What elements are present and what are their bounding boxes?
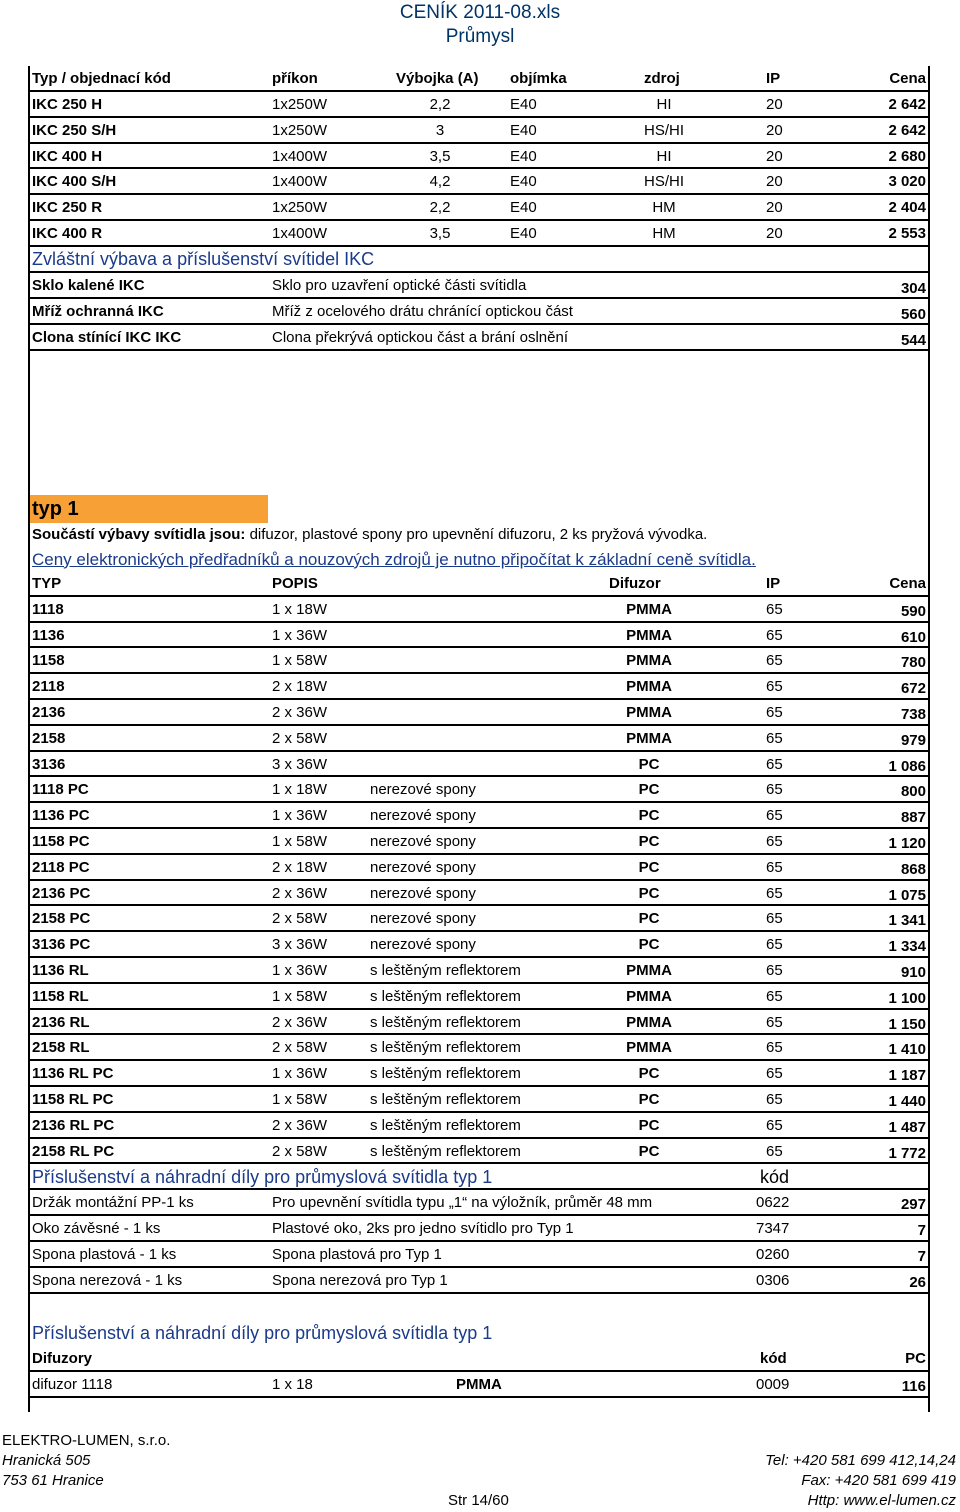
typ1-row (30, 726, 928, 752)
special-table-body (30, 273, 928, 351)
cell-price: 560 (900, 305, 926, 323)
cell-desc: 2 x 58W (272, 1142, 328, 1160)
ikc-row (30, 144, 928, 170)
col-source: zdroj (644, 70, 680, 87)
cell-price: 7 (917, 1222, 926, 1240)
cell-diffuser: PMMA (626, 626, 672, 644)
cell-ip: 65 (766, 961, 783, 979)
ikc-row (30, 92, 928, 118)
cell-ip: 20 (766, 96, 783, 113)
footer-company: ELEKTRO-LUMEN, s.r.o. (2, 1432, 171, 1449)
cell-type: 2158 RL PC (32, 1142, 115, 1160)
cell-ip: 20 (766, 121, 783, 139)
cell-type: 1136 PC (32, 807, 90, 825)
cell-ip: 20 (766, 199, 783, 217)
cell-lamp: 3,5 (429, 224, 451, 242)
cell-code: 0306 (756, 1272, 790, 1290)
cell-material: PMMA (456, 1376, 502, 1394)
col-type: Typ / objednací kód (32, 70, 171, 87)
cell-lamp: 2,2 (429, 96, 451, 113)
cell-socket: E40 (510, 199, 537, 217)
cell-type: 1158 PC (32, 832, 90, 850)
typ1-row (30, 855, 928, 881)
col-socket: objímka (510, 70, 567, 87)
file-title: CENÍK 2011-08.xls (399, 2, 561, 23)
cell-type: 2158 RL (32, 1039, 90, 1057)
cell-note: s leštěným reflektorem (370, 1039, 521, 1057)
cell-diffuser: PC (638, 884, 660, 902)
typ1-col-price: Cena (889, 574, 926, 592)
sheet-title: Průmysl (445, 26, 515, 47)
cell-diffuser: PC (638, 755, 660, 773)
typ1-row (30, 932, 928, 958)
cell-ip: 65 (766, 781, 783, 799)
ikc-row (30, 118, 928, 144)
acc-table-body (30, 1190, 928, 1294)
cell-note: s leštěným reflektorem (370, 1142, 521, 1160)
cell-lamp: 4,2 (429, 173, 451, 191)
cell-source: HM (652, 224, 676, 242)
footer-tel: Tel: +420 581 699 412,14,24 (765, 1452, 956, 1469)
cell-price: 1 150 (888, 1015, 926, 1033)
cell-price: 800 (900, 783, 926, 801)
cell-diffuser: PC (638, 936, 660, 954)
acc2-header-row (30, 1346, 928, 1372)
acc-row (30, 1216, 928, 1242)
cell-name: Spona nerezová - 1 ks (32, 1272, 183, 1290)
typ1-table-body (30, 597, 928, 1165)
cell-ip: 65 (766, 600, 783, 618)
cell-note: s leštěným reflektorem (370, 987, 521, 1005)
cell-ip: 65 (766, 832, 783, 850)
cell-name: Clona stínící IKC IKC (32, 328, 182, 346)
acc2-col-diffusers: Difuzory (32, 1350, 92, 1368)
cell-ip: 65 (766, 1142, 783, 1160)
typ1-col-desc: POPIS (272, 574, 318, 592)
cell-desc: 2 x 18W (272, 858, 328, 876)
cell-desc: 1 x 58W (272, 832, 328, 850)
acc-title-row (30, 1164, 928, 1190)
cell-source: HM (652, 199, 676, 217)
cell-diffuser: PMMA (626, 729, 672, 747)
typ1-row (30, 1061, 928, 1087)
cell-type: 2158 PC (32, 910, 91, 928)
typ1-row (30, 1010, 928, 1036)
typ1-row (30, 648, 928, 674)
cell-price: 672 (900, 680, 926, 698)
price-sheet (30, 66, 928, 1398)
cell-diffuser: PC (638, 1090, 660, 1108)
cell-source: HI (656, 96, 672, 113)
cell-type: 1158 (32, 652, 65, 670)
cell-code: 7347 (756, 1220, 790, 1238)
acc-title: Příslušenství a náhradní díly pro průmyslová svítidla typ 1 (32, 1167, 493, 1188)
cell-type: IKC 400 R (32, 224, 103, 242)
cell-desc: 2 x 58W (272, 910, 328, 928)
cell-note: s leštěným reflektorem (370, 1065, 521, 1083)
cell-price: 910 (900, 963, 926, 981)
cell-price: 887 (900, 809, 926, 827)
cell-type: IKC 400 S/H (32, 173, 117, 191)
blank-area (30, 351, 928, 495)
cell-ip: 65 (766, 987, 783, 1005)
cell-type: 2158 (32, 729, 66, 747)
cell-type: 3136 PC (32, 936, 91, 954)
cell-diffuser: PMMA (626, 987, 672, 1005)
cell-power: 1x250W (272, 96, 328, 113)
cell-price: 1 086 (888, 757, 926, 775)
cell-desc: 1 x 36W (272, 1065, 328, 1083)
cell-ip: 20 (766, 147, 783, 165)
acc-row (30, 1190, 928, 1216)
cell-desc: 1 x 58W (272, 652, 328, 670)
special-title: Zvláštní výbava a příslušenství svítidel IKC (32, 248, 375, 269)
cell-desc: 1 x 18W (272, 781, 328, 799)
typ1-row (30, 1087, 928, 1113)
cell-code: 0260 (756, 1246, 790, 1264)
cell-price: 979 (900, 731, 926, 749)
typ1-label-row (30, 495, 928, 523)
typ1-row (30, 1113, 928, 1139)
cell-ip: 65 (766, 1116, 783, 1134)
cell-note: nerezové spony (370, 807, 476, 825)
cell-desc: 2 x 36W (272, 884, 328, 902)
cell-desc: 1 x 36W (272, 626, 328, 644)
cell-desc: 1 x 58W (272, 987, 328, 1005)
cell-price: 1 100 (888, 989, 926, 1007)
cell-note: nerezové spony (370, 832, 476, 850)
ikc-header-row (30, 66, 928, 92)
cell-type: 2118 (32, 678, 65, 696)
cell-price: 1 440 (888, 1092, 926, 1110)
cell-price: 297 (900, 1196, 926, 1214)
cell-diffuser: PMMA (626, 1039, 672, 1057)
typ1-row (30, 881, 928, 907)
cell-source: HS/HI (643, 121, 684, 139)
typ1-note: Součástí výbavy svítidla jsou: difuzor, plastové spony pro upevnění difuzoru, 2 ks pryžová vývodka. (32, 525, 708, 543)
cell-power: 1x250W (272, 121, 328, 139)
acc-row (30, 1268, 928, 1294)
cell-ip: 65 (766, 807, 783, 825)
cell-type: 1158 RL (32, 987, 89, 1005)
cell-ip: 65 (766, 729, 783, 747)
acc2-col-code: kód (760, 1350, 787, 1368)
cell-ip: 65 (766, 678, 783, 696)
col-lamp: Výbojka (A) (396, 70, 479, 87)
cell-power: 1x250W (272, 199, 328, 217)
acc-code-label: kód (760, 1167, 790, 1188)
acc2-title-row (30, 1320, 928, 1346)
cell-ip: 65 (766, 1039, 783, 1057)
cell-ip: 20 (766, 173, 783, 191)
cell-price: 1 410 (888, 1041, 926, 1059)
cell-ip: 65 (766, 755, 783, 773)
ikc-row (30, 221, 928, 247)
cell-diffuser: PC (638, 910, 660, 928)
footer-page: Str 14/60 (448, 1492, 509, 1509)
cell-type: 1136 (32, 626, 65, 644)
ikc-row (30, 169, 928, 195)
cell-desc: 2 x 58W (272, 729, 328, 747)
cell-diffuser: PC (638, 858, 660, 876)
cell-name: difuzor 1118 (32, 1376, 113, 1394)
cell-diffuser: PC (638, 832, 660, 850)
footer-web[interactable]: Http: www.el-lumen.cz (807, 1492, 956, 1509)
cell-price: 304 (900, 279, 926, 297)
col-ip: IP (766, 70, 781, 87)
cell-type: 1118 (32, 600, 64, 618)
cell-price: 590 (900, 602, 926, 620)
cell-diffuser: PMMA (626, 652, 672, 670)
cell-price: 780 (900, 654, 926, 672)
cell-diffuser: PC (638, 807, 660, 825)
cell-type: 3136 (32, 755, 66, 773)
cell-price: 2 680 (888, 147, 926, 165)
cell-lamp: 3,5 (429, 147, 451, 165)
cell-desc: 1 x 36W (272, 961, 328, 979)
typ1-header-row (30, 571, 928, 597)
footer-city: 753 61 Hranice (2, 1472, 104, 1489)
cell-ip: 65 (766, 626, 783, 644)
typ1-row (30, 1035, 928, 1061)
cell-diffuser: PMMA (626, 678, 672, 696)
cell-price: 738 (900, 705, 926, 723)
cell-ip: 65 (766, 858, 783, 876)
cell-price: 1 075 (888, 886, 926, 904)
special-row (30, 299, 928, 325)
typ1-row (30, 597, 928, 623)
cell-price: 610 (900, 628, 926, 646)
cell-type: 2118 PC (32, 858, 90, 876)
cell-name: Spona plastová - 1 ks (32, 1246, 177, 1264)
cell-note: s leštěným reflektorem (370, 1116, 521, 1134)
cell-desc: 2 x 36W (272, 1116, 328, 1134)
cell-diffuser: PC (638, 1142, 660, 1160)
cell-note: nerezové spony (370, 910, 476, 928)
cell-type: 1136 RL PC (32, 1065, 114, 1083)
cell-ip: 65 (766, 936, 783, 954)
cell-note: s leštěným reflektorem (370, 1013, 521, 1031)
ikc-row (30, 195, 928, 221)
acc2-row (30, 1372, 928, 1398)
cell-type: 2136 PC (32, 884, 91, 902)
cell-note: s leštěným reflektorem (370, 961, 521, 979)
cell-socket: E40 (510, 147, 537, 165)
typ1-row (30, 958, 928, 984)
cell-price: 2 642 (888, 121, 926, 139)
typ1-row (30, 803, 928, 829)
cell-price: 1 772 (888, 1144, 926, 1162)
cell-lamp: 2,2 (429, 199, 451, 217)
cell-power: 1x400W (272, 173, 328, 191)
cell-ip: 65 (766, 1090, 783, 1108)
cell-price: 26 (909, 1274, 926, 1292)
cell-price: 1 334 (888, 938, 926, 956)
ikc-table-body (30, 92, 928, 247)
cell-code: 0622 (756, 1194, 790, 1212)
cell-ip: 65 (766, 703, 783, 721)
cell-type: 2136 RL PC (32, 1116, 115, 1134)
cell-socket: E40 (510, 224, 537, 242)
cell-desc: Spona plastová pro Typ 1 (272, 1246, 442, 1264)
cell-type: 2136 (32, 703, 66, 721)
cell-desc: 2 x 18W (272, 678, 328, 696)
typ1-row (30, 829, 928, 855)
cell-diffuser: PMMA (626, 961, 672, 979)
acc2-table-body (30, 1372, 928, 1398)
cell-type: 2136 RL (32, 1013, 90, 1031)
typ1-col-diffuser: Difuzor (609, 574, 661, 592)
typ1-row (30, 1139, 928, 1165)
cell-desc: 1 x 58W (272, 1090, 328, 1108)
cell-ip: 65 (766, 652, 783, 670)
cell-name: Sklo kalené IKC (32, 276, 145, 294)
cell-note: nerezové spony (370, 884, 476, 902)
cell-desc: Sklo pro uzavření optické části svítidla (272, 276, 527, 294)
cell-power: 1x400W (272, 147, 328, 165)
acc2-col-pc: PC (905, 1350, 926, 1368)
cell-diffuser: PMMA (626, 600, 672, 618)
cell-desc: Mříž z ocelového drátu chránící optickou část (272, 302, 573, 320)
special-title-row (30, 247, 928, 273)
cell-ip: 65 (766, 910, 783, 928)
cell-name: Oko závěsné - 1 ks (32, 1220, 161, 1238)
cell-socket: E40 (510, 173, 537, 191)
cell-desc: 2 x 58W (272, 1039, 328, 1057)
footer-street: Hranická 505 (2, 1452, 91, 1469)
cell-ip: 65 (766, 1065, 783, 1083)
cell-note: nerezové spony (370, 781, 476, 799)
cell-ip: 65 (766, 1013, 783, 1031)
cell-price: 868 (900, 860, 926, 878)
cell-desc: Pro upevnění svítidla typu „1“ na výložník, průměr 48 mm (272, 1194, 653, 1212)
cell-source: HI (656, 147, 672, 165)
cell-price: 1 120 (888, 834, 926, 852)
cell-ip: 20 (766, 224, 783, 242)
typ1-row (30, 623, 928, 649)
acc-row (30, 1242, 928, 1268)
typ1-row (30, 777, 928, 803)
cell-note: s leštěným reflektorem (370, 1090, 521, 1108)
cell-type: IKC 250 R (32, 199, 103, 217)
cell-type: IKC 250 S/H (32, 121, 117, 139)
cell-desc: Clona překrývá optickou část a brání oslnění (272, 328, 568, 346)
cell-diffuser: PMMA (626, 703, 672, 721)
cell-ip: 65 (766, 884, 783, 902)
typ1-row (30, 700, 928, 726)
cell-power: 1x400W (272, 224, 328, 242)
cell-socket: E40 (510, 121, 537, 139)
cell-desc: Plastové oko, 2ks pro jedno svítidlo pro Typ 1 (272, 1220, 574, 1238)
typ1-link-row (30, 547, 928, 571)
cell-desc: 1 x 18 (272, 1376, 313, 1394)
typ1-row (30, 906, 928, 932)
cell-diffuser: PC (638, 781, 660, 799)
cell-diffuser: PC (638, 1116, 660, 1134)
acc2-title: Příslušenství a náhradní díly pro průmyslová svítidla typ 1 (32, 1323, 493, 1344)
cell-type: IKC 250 H (32, 96, 103, 113)
special-row (30, 273, 928, 299)
cell-desc: 1 x 18W (272, 600, 328, 618)
col-power: příkon (272, 70, 318, 87)
cell-desc: 2 x 36W (272, 703, 328, 721)
cell-price: 3 020 (888, 173, 926, 191)
cell-price: 116 (901, 1378, 926, 1396)
cell-type: 1136 RL (32, 961, 89, 979)
cell-desc: Spona nerezová pro Typ 1 (272, 1272, 448, 1290)
cell-socket: E40 (510, 96, 537, 113)
typ1-row (30, 674, 928, 700)
cell-type: IKC 400 H (32, 147, 103, 165)
cell-price: 2 642 (888, 96, 926, 113)
cell-desc: 2 x 36W (272, 1013, 328, 1031)
cell-type: 1118 PC (32, 781, 89, 799)
cell-diffuser: PC (638, 1065, 660, 1083)
cell-diffuser: PMMA (626, 1013, 672, 1031)
typ1-col-ip: IP (766, 574, 781, 592)
footer-fax: Fax: +420 581 699 419 (801, 1472, 956, 1489)
cell-name: Držák montážní PP-1 ks (32, 1194, 194, 1212)
special-row (30, 325, 928, 351)
cell-name: Mříž ochranná IKC (32, 302, 164, 320)
cell-price: 1 341 (888, 912, 926, 930)
cell-type: 1158 RL PC (32, 1090, 114, 1108)
typ1-label: typ 1 (32, 497, 79, 520)
cell-price: 2 404 (888, 199, 926, 217)
typ1-row (30, 752, 928, 778)
cell-source: HS/HI (643, 173, 684, 191)
typ1-row (30, 984, 928, 1010)
cell-price: 544 (900, 331, 926, 349)
cell-price: 2 553 (888, 224, 926, 242)
cell-lamp: 3 (435, 121, 445, 139)
cell-price: 1 187 (888, 1067, 926, 1085)
typ1-note-row (30, 523, 928, 547)
cell-code: 0009 (756, 1376, 790, 1394)
cell-desc: 1 x 36W (272, 807, 328, 825)
cell-note: nerezové spony (370, 936, 476, 954)
col-price: Cena (889, 70, 926, 87)
cell-desc: 3 x 36W (272, 936, 328, 954)
typ1-col-type: TYP (32, 574, 62, 592)
cell-note: nerezové spony (370, 858, 476, 876)
cell-desc: 3 x 36W (272, 755, 328, 773)
cell-price: 1 487 (888, 1118, 926, 1136)
typ1-price-note-link[interactable]: Ceny elektronických předřadníků a nouzových zdrojů je nutno připočítat k základní ceně svítidla. (32, 549, 756, 569)
cell-price: 7 (917, 1248, 926, 1266)
